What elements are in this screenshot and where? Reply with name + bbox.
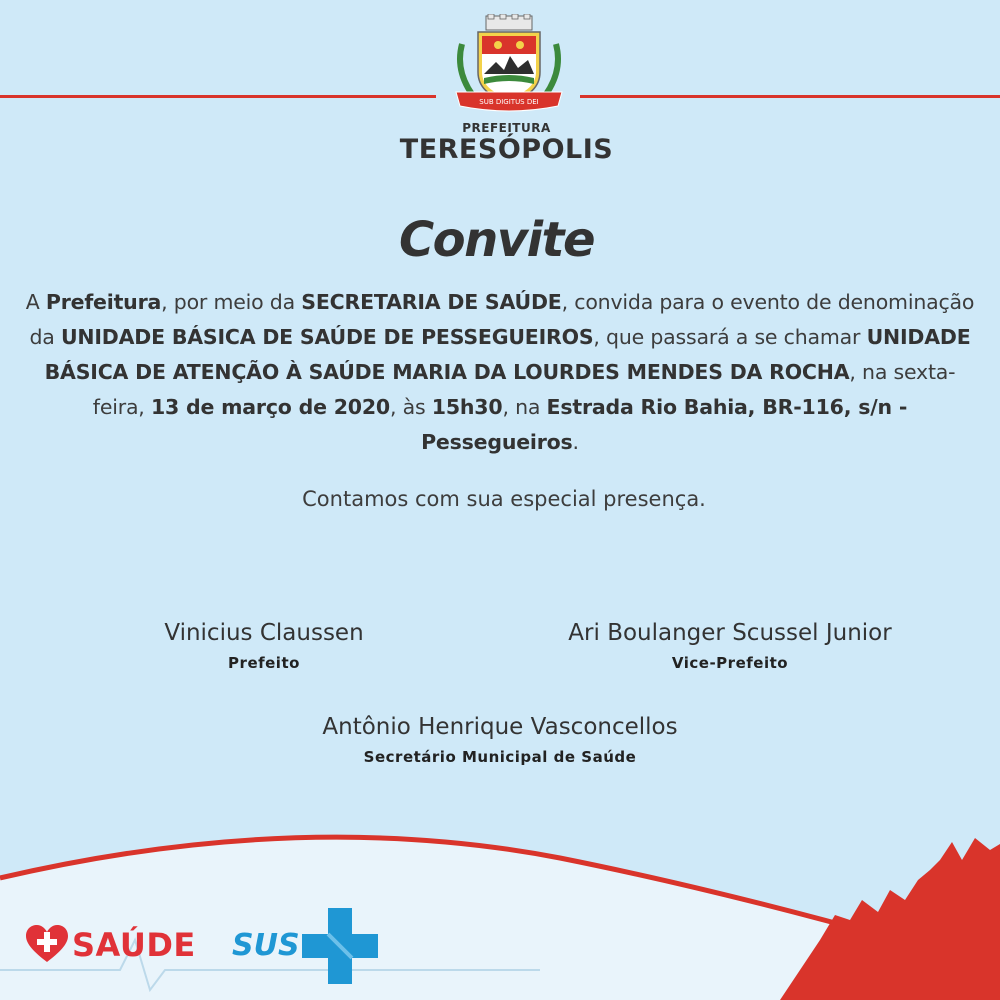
signature-role-vice-mayor: Vice-Prefeito	[671, 654, 789, 672]
invitation-title: Convite	[398, 212, 595, 268]
saude-logo-label: SAÚDE	[72, 926, 196, 964]
signature-name-health-secretary: Antônio Henrique Vasconcellos	[322, 714, 678, 740]
blue-cross-icon	[300, 906, 380, 986]
svg-text:SUB DIGITUS DEI: SUB DIGITUS DEI	[479, 98, 539, 106]
header-red-line-right	[580, 95, 1000, 98]
invitation-body: A Prefeitura, por meio da SECRETARIA DE SAÚDE, convida para o evento de denominação da UNIDADE BÁSICA DE SAÚDE DE PESSEGUEIROS, que passará a se chamar UNIDADE BÁSICA DE ATENÇÃO À SAÚDE MARIA DA LOURDES MENDES DA ROCHA, na sexta-feira, 13 de março de 2020, às 15h30, na Estrada Rio Bahia, BR-116, s/n - Pessegueiros.	[25, 290, 975, 454]
footer-wave-decoration	[0, 820, 1000, 1000]
sus-logo-label: SUS	[232, 928, 300, 963]
city-name: TERESÓPOLIS	[399, 134, 614, 165]
teresopolis-crest-icon	[448, 14, 570, 114]
signature-role-mayor: Prefeito	[228, 654, 300, 672]
signature-name-mayor: Vinicius Claussen	[164, 620, 364, 646]
heart-plus-icon	[24, 922, 70, 968]
header-red-line-left	[0, 95, 436, 98]
closing-text: Contamos com sua especial presença.	[302, 487, 706, 511]
signature-name-vice-mayor: Ari Boulanger Scussel Junior	[568, 620, 892, 646]
signature-role-health-secretary: Secretário Municipal de Saúde	[363, 748, 637, 766]
prefeitura-label: PREFEITURA	[462, 121, 551, 135]
